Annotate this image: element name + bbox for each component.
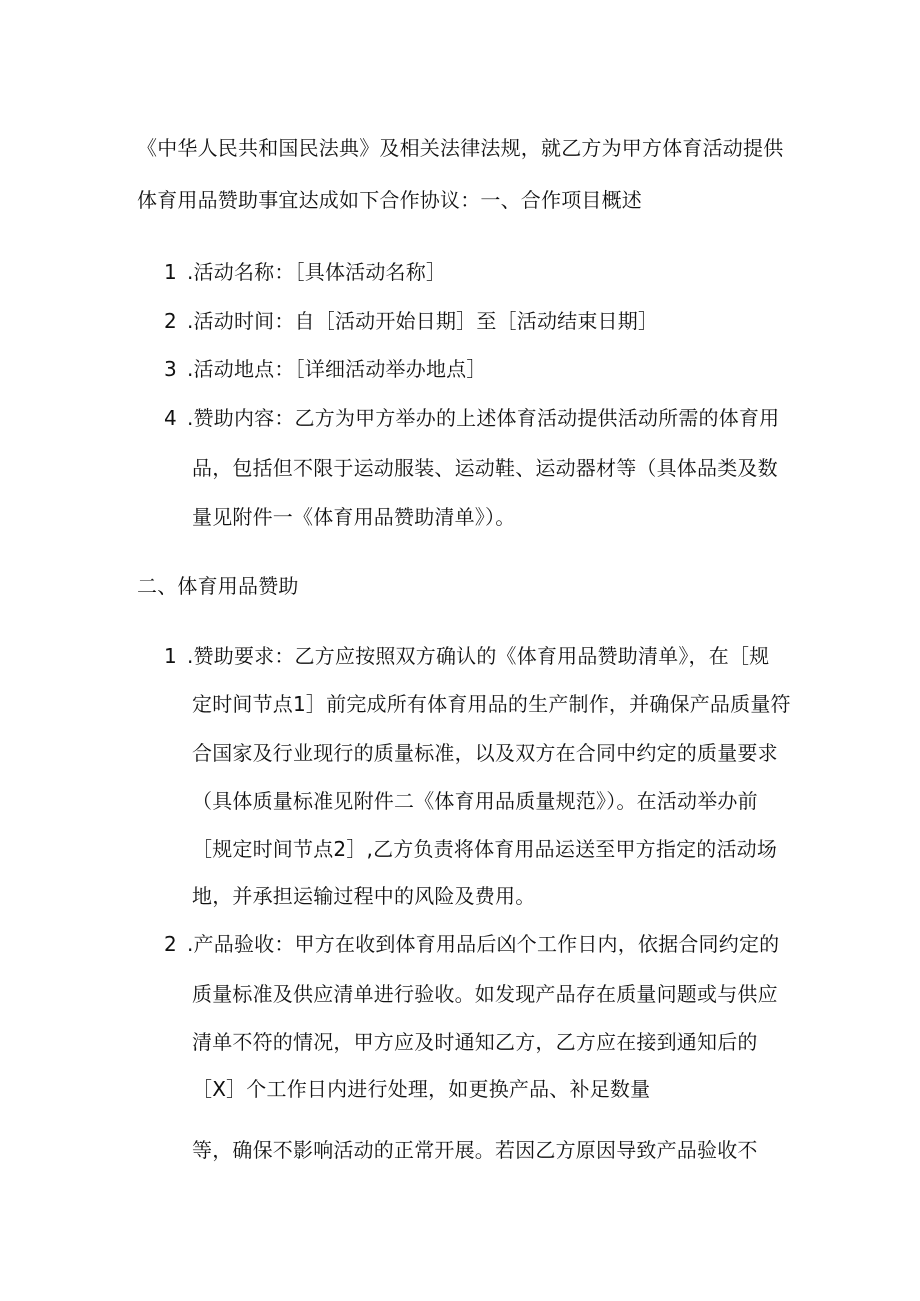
item-number: 3 [164,357,177,381]
section-heading: 二、体育用品赞助 [137,574,299,598]
list-item-activity-time: .活动时间：自［活动开始日期］至［活动结束日期］ [187,309,659,333]
item-number: 2 [164,309,177,333]
list-item-sponsorship-requirements: .赞助要求：乙方应按照双方确认的《体育用品赞助清单》，在［规 [187,644,770,668]
list-item-sponsorship-requirements-cont: 合国家及行业现行的质量标准，以及双方在合同中约定的质量要求 [192,741,778,765]
item-number: 1 [164,260,177,284]
intro-line-2: 体育用品赞助事宜达成如下合作协议：一、合作项目概述 [137,188,642,212]
list-item-product-acceptance-cont: ［X］个工作日内进行处理，如更换产品、补足数量 [192,1077,651,1101]
list-item-sponsorship-requirements-cont: ［规定时间节点2］,乙方负责将体育用品运送至甲方指定的活动场 [192,837,778,861]
list-item-product-acceptance: .产品验收：甲方在收到体育用品后凶个工作日内，依据合同约定的 [187,932,780,956]
paragraph-continuation: 等，确保不影响活动的正常开展。若因乙方原因导致产品验收不 [192,1138,758,1162]
list-item-sponsorship-requirements-cont: 地，并承担运输过程中的风险及费用。 [192,884,536,908]
list-item-sponsorship-content-cont: 量见附件一《体育用品赞助清单》）。 [192,505,516,529]
list-item-activity-name: .活动名称：［具体活动名称］ [187,260,447,284]
intro-line-1: 《中华人民共和国民法典》及相关法律法规，就乙方为甲方体育活动提供 [137,136,784,160]
list-item-sponsorship-requirements-cont: （具体质量标准见附件二《体育用品质量规范》）。在活动举办前 [192,789,758,813]
list-item-sponsorship-content-cont: 品，包括但不限于运动服装、运动鞋、运动器材等（具体品类及数 [192,456,778,480]
item-number: 4 [164,406,177,430]
list-item-activity-location: .活动地点：［详细活动举办地点］ [187,357,487,381]
item-number: 1 [164,644,177,668]
list-item-sponsorship-content: .赞助内容：乙方为甲方举办的上述体育活动提供活动所需的体育用 [187,406,780,430]
list-item-product-acceptance-cont: 质量标准及供应清单进行验收。如发现产品存在质量问题或与供应 [192,982,778,1006]
item-number: 2 [164,932,177,956]
list-item-sponsorship-requirements-cont: 定时间节点1］前完成所有体育用品的生产制作，并确保产品质量符 [192,692,791,716]
list-item-product-acceptance-cont: 清单不符的情况，甲方应及时通知乙方，乙方应在接到通知后的 [192,1030,758,1054]
